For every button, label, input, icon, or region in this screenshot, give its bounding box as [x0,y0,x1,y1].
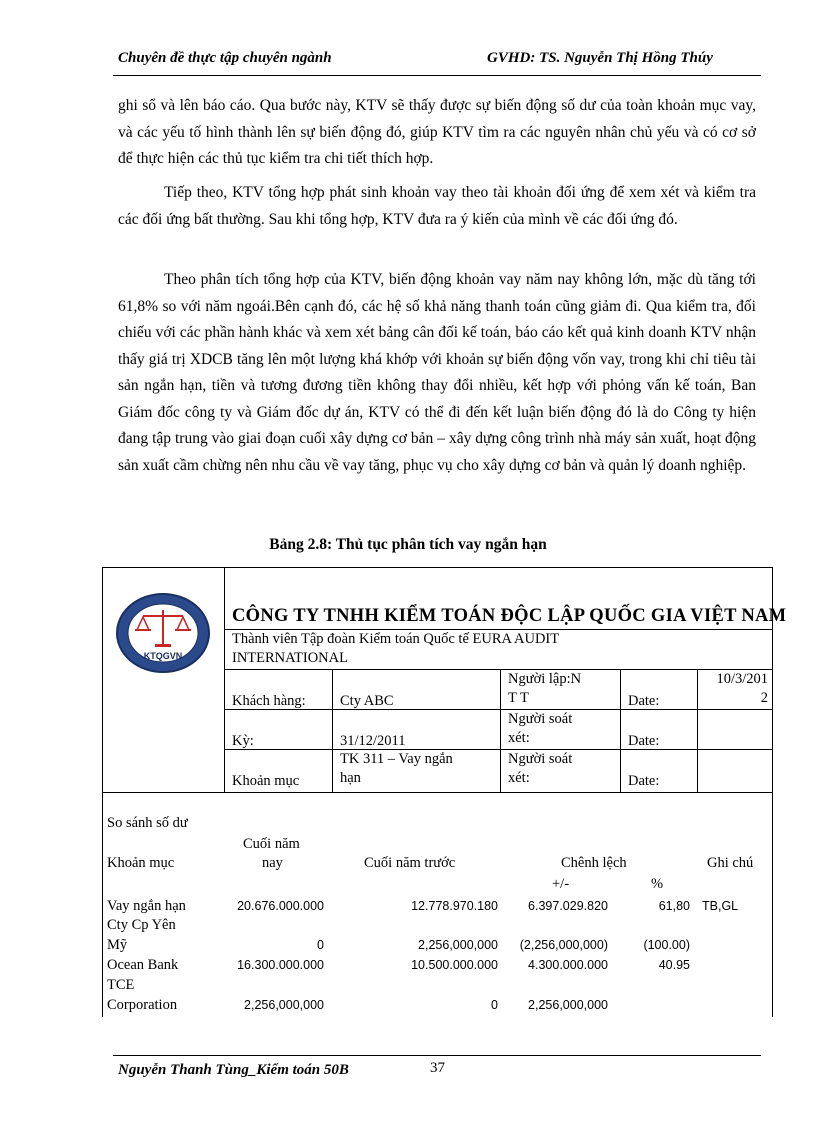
row-previous: 10.500.000.000 [411,958,498,972]
table-caption: Bảng 2.8: Thủ tục phân tích vay ngắn hạn [269,536,547,553]
grid-line [500,669,501,792]
footer-author: Nguyễn Thanh Tùng_Kiểm toán 50B [118,1062,349,1078]
row-current: 2,256,000,000 [244,998,324,1012]
reviewer-label: Người soát [508,751,573,767]
row-current: 16.300.000.000 [237,958,324,972]
col-note: Ghi chú [707,855,754,871]
grid-line [102,792,773,793]
row-difference: (2,256,000,000) [519,938,608,952]
date-value: 10/3/201 [716,671,768,687]
company-logo [115,592,211,674]
client-label: Khách hàng: [232,693,306,709]
header-rule [113,75,761,76]
preparer-label: Người lập:N [508,671,582,687]
row-current: 20.676.000.000 [237,899,324,913]
paragraph-2: Tiếp theo, KTV tổng hợp phát sinh khoản vay theo tài khoản đối ứng để xem xét và kiểm tra các đối ứng bất thường. Sau khi tổng hợp, KTV đưa ra ý kiến của mình về các đối ứng đó. [118,184,756,228]
header-right: GVHD: TS. Nguyễn Thị Hồng Thúy [487,50,713,66]
grid-line [620,669,621,792]
row-previous: 12.778.970.180 [411,899,498,913]
row-name: TCE [107,977,135,993]
paragraph-3: Theo phân tích tổng hợp của KTV, biến động khoản vay năm nay không lớn, mặc dù tăng tới 61,8% so với năm ngoái.Bên cạnh đó, các hệ số khả năng thanh toán cũng giảm đi. Qua kiểm tra, đối chiếu với các phần hành khác và xem xét bảng cân đối kế toán, báo cáo kết quả kinh doanh KTV nhận thấy giá trị XDCB tăng lên một lượng khá khớp với khoản sự biến động vốn vay, trong khi chỉ tiêu tài sản ngắn hạn, tiền và tương đương tiền không thay đổi nhiều, kết hợp với phỏng vấn kế toán, Ban Giám đốc công ty và Giám đốc dự án, KTV có thể đi đến kết luận biến động đó là do Công ty hiện đang tập trung vào giai đoạn cuối xây dựng cơ bản – xây dựng công trình nhà máy sản xuất, hoạt động sản xuất cầm chừng nên nhu cầu về vay tăng, phục vụ cho xây dựng cơ bản và quản lý doanh nghiệp. [118,271,756,474]
comparison-title: So sánh số dư [107,815,188,831]
period-label: Kỳ: [232,733,254,749]
grid-line [224,709,773,710]
item-value: TK 311 – Vay ngắn [340,751,453,767]
footer-rule [113,1055,761,1056]
col-abs-diff: +/- [552,876,570,892]
date-label: Date: [628,733,660,749]
client-value: Cty ABC [340,693,394,709]
reviewer-label-2: xét: [508,770,530,786]
col-pct: % [651,876,664,892]
row-pct: (100.00) [643,938,690,952]
row-difference: 4.300.000.000 [528,958,608,972]
col-previous-year: Cuối năm trước [364,855,456,871]
company-name: CÔNG TY TNHH KIỂM TOÁN ĐỘC LẬP QUỐC GIA VIỆT NAM [232,606,787,626]
col-current-year: Cuối năm [243,836,300,852]
row-difference: 2,256,000,000 [528,998,608,1012]
paragraph-1: ghi sổ và lên báo cáo. Qua bước này, KTV sẽ thấy được sự biến động số dư của toàn khoản mục vay, và các yếu tố hình thành lên sự biến động đó, giúp KTV tìm ra các nguyên nhân chủ yếu và có cơ sở để thực hiện các thủ tục kiểm tra chi tiết thích hợp. [118,97,756,167]
item-value-2: hạn [340,770,361,786]
reviewer-label: Người soát [508,711,573,727]
row-previous: 2,256,000,000 [418,938,498,952]
scales-of-justice-icon [115,592,211,674]
date-label: Date: [628,773,660,789]
row-name: Vay ngắn hạn [107,898,186,914]
date-value-2: 2 [760,690,768,706]
row-current: 0 [317,938,324,952]
grid-line [224,749,773,750]
grid-line [697,669,698,792]
row-name: Cty Cp Yên [107,917,176,933]
logo-text: KTQGVN [143,651,183,661]
period-value: 31/12/2011 [340,733,406,749]
member-line-2: INTERNATIONAL [232,650,348,666]
header-left: Chuyên đề thực tập chuyên ngành [118,50,332,66]
page-number: 37 [430,1060,445,1076]
item-label: Khoản mục [232,773,300,789]
grid-line [224,669,773,670]
col-item: Khoản mục [107,855,175,871]
grid-line [224,567,225,793]
preparer-label-2: T T [508,690,529,706]
member-line-1: Thành viên Tập đoàn Kiểm toán Quốc tế EURA AUDIT [232,631,560,647]
row-previous: 0 [491,998,498,1012]
row-name-2: Mỹ [107,937,128,953]
row-pct: 40.95 [658,958,690,972]
col-difference: Chênh lệch [561,855,627,871]
row-note: TB,GL [702,899,739,913]
date-label: Date: [628,693,660,709]
col-current-year-2: nay [262,855,283,871]
reviewer-label-2: xét: [508,730,530,746]
row-difference: 6.397.029.820 [528,899,608,913]
grid-line [332,669,333,792]
row-name: Ocean Bank [107,957,179,973]
row-name-2: Corporation [107,997,178,1013]
row-pct: 61,80 [658,899,690,913]
